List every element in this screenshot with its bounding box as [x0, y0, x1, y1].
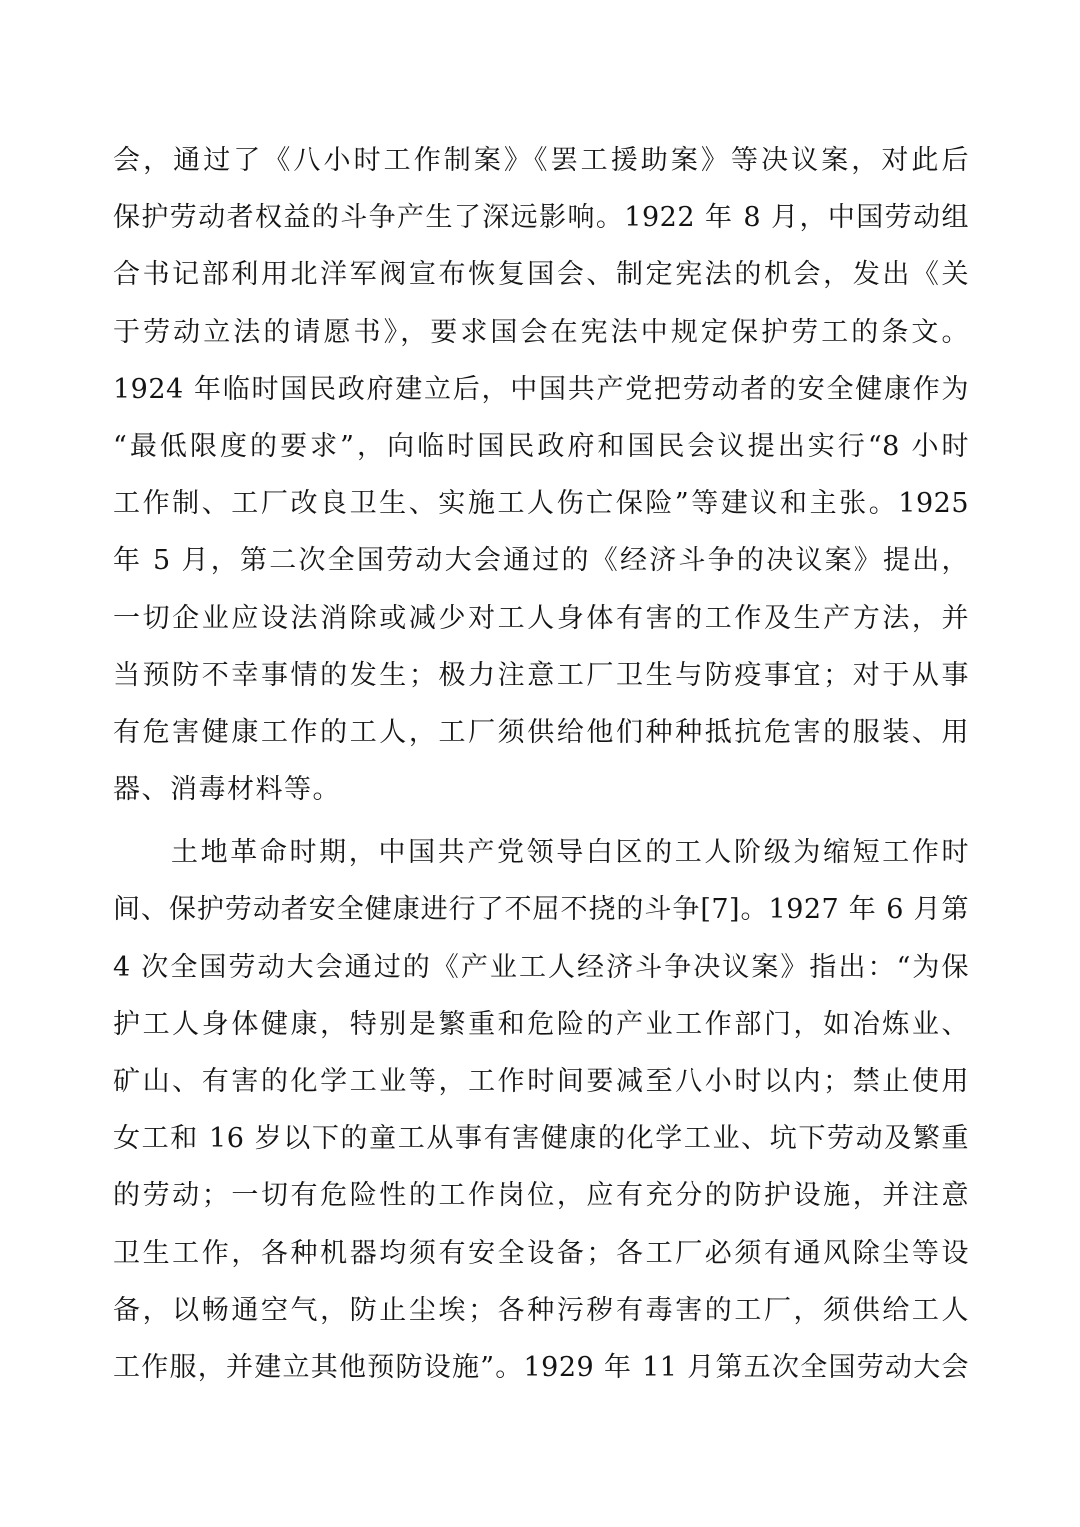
- paragraph-2: [113, 824, 969, 1396]
- text-line: 1924 年临时国民政府建立后，中国共产党把劳动者的安全健康作为: [113, 373, 969, 405]
- text-line: 间、保护劳动者安全健康进行了不屈不挠的斗争[7]。1927 年 6 月第: [113, 894, 969, 926]
- text-line: 的劳动；一切有危险性的工作岗位，应有充分的防护设施，并注意: [113, 1180, 969, 1212]
- text-line: 女工和 16 岁以下的童工从事有害健康的化学工业、坑下劳动及繁重: [113, 1123, 969, 1155]
- text-line: 会，通过了《八小时工作制案》《罢工援助案》等决议案，对此后: [113, 145, 969, 176]
- text-line: 4 次全国劳动大会通过的《产业工人经济斗争决议案》指出：“为保: [113, 951, 969, 983]
- text-line: 保护劳动者权益的斗争产生了深远影响。1922 年 8 月，中国劳动组: [113, 202, 969, 234]
- text-line: 矿山、有害的化学工业等，工作时间要减至八小时以内；禁止使用: [113, 1066, 969, 1097]
- text-line: 合书记部利用北洋军阀宣布恢复国会、制定宪法的机会，发出《关: [113, 259, 969, 291]
- text-line: 当预防不幸事情的发生；极力注意工厂卫生与防疫事宜；对于从事: [113, 659, 969, 691]
- text-line: 护工人身体健康，特别是繁重和危险的产业工作部门，如冶炼业、: [113, 1008, 969, 1040]
- text-line: 器、消毒材料等。: [113, 774, 341, 806]
- text-line: “最低限度的要求”，向临时国民政府和国民会议提出实行“8 小时: [113, 430, 969, 462]
- text-line: 一切企业应设法消除或减少对工人身体有害的工作及生产方法，并: [113, 602, 969, 634]
- text-line: 备，以畅通空气，防止尘埃；各种污秽有毒害的工厂，须供给工人: [113, 1294, 969, 1326]
- paragraph-1: [113, 132, 969, 818]
- text-line: 有危害健康工作的工人，工厂须供给他们种种抵抗危害的服装、用: [113, 716, 969, 748]
- text-line: 工作服，并建立其他预防设施”。1929 年 11 月第五次全国劳动大会: [113, 1351, 969, 1383]
- document-body: [113, 132, 969, 1396]
- text-line: 土地革命时期，中国共产党领导白区的工人阶级为缩短工作时: [171, 837, 969, 869]
- text-line: 工作制、工厂改良卫生、实施工人伤亡保险”等建议和主张。1925: [113, 488, 969, 520]
- text-line: 于劳动立法的请愿书》，要求国会在宪法中规定保护劳工的条文。: [113, 316, 969, 348]
- text-line: 年 5 月，第二次全国劳动大会通过的《经济斗争的决议案》提出，: [113, 545, 969, 577]
- text-line: 卫生工作，各种机器均须有安全设备；各工厂必须有通风除尘等设: [113, 1237, 969, 1269]
